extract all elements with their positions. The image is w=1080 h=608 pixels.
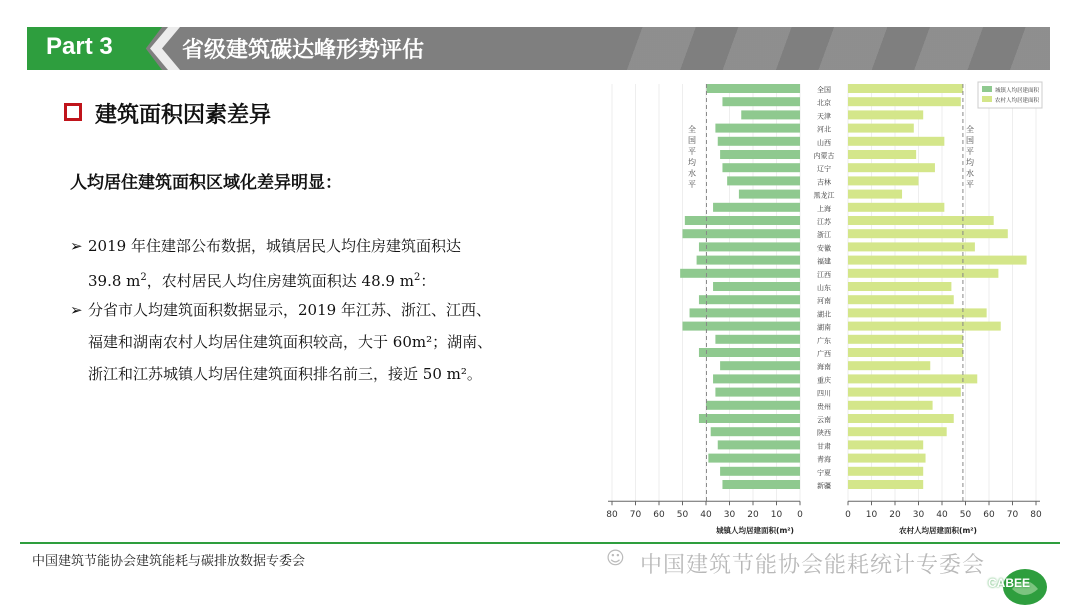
category-label: 广东 [817, 336, 831, 345]
category-label: 四川 [817, 389, 831, 398]
footer-org: 中国建筑节能协会建筑能耗与碳排放数据专委会 [32, 554, 306, 569]
tick-label-left: 0 [797, 510, 803, 521]
category-label: 吉林 [817, 178, 831, 187]
bar-urban [680, 269, 800, 278]
tick-label-right: 0 [845, 510, 851, 521]
bar-urban [715, 335, 800, 344]
bar-rural [848, 216, 994, 225]
category-label: 辽宁 [817, 165, 831, 174]
bar-rural [848, 150, 916, 159]
ref-label-urban: 国 [688, 136, 696, 145]
bar-urban [711, 427, 800, 436]
bar-rural [848, 322, 1001, 331]
bar-rural [848, 388, 961, 397]
tick-label-right: 50 [959, 510, 972, 521]
tick-label-left: 40 [700, 510, 712, 521]
bar-rural [848, 335, 963, 344]
category-label: 内蒙古 [813, 152, 835, 160]
butterfly-bar-chart [600, 80, 1050, 536]
category-label: 云南 [817, 416, 831, 424]
ref-label-rural: 平 [966, 147, 974, 156]
category-label: 湖南 [817, 323, 831, 332]
watermark-text: 中国建筑节能协会能耗统计专委会 [640, 553, 986, 578]
tick-label-left: 80 [606, 510, 618, 521]
category-label: 广西 [817, 350, 831, 358]
ref-label-rural: 均 [966, 158, 974, 167]
category-label: 江苏 [817, 218, 831, 226]
bar-rural [848, 176, 919, 185]
ref-label-urban: 全 [688, 125, 696, 134]
bullet-2 [70, 294, 492, 390]
category-label: 黑龙江 [813, 191, 835, 200]
bar-rural [848, 374, 977, 383]
bar-rural [848, 163, 935, 172]
bar-urban [722, 480, 800, 489]
bar-urban [718, 440, 800, 449]
category-label: 上海 [817, 204, 831, 213]
bar-urban [683, 322, 801, 331]
bar-rural [848, 137, 944, 146]
tick-label-right: 60 [983, 510, 995, 521]
bar-urban [741, 110, 800, 119]
section-title: 建筑面积因素差异 [95, 102, 272, 128]
bullet-2-line-1: 分省市人均建筑面积数据显示，2019 年江苏、浙江、江西、 [88, 301, 491, 319]
ref-label-rural: 水 [966, 169, 974, 178]
bar-rural [848, 295, 954, 304]
bullet-1 [70, 230, 461, 297]
bar-rural [848, 229, 1008, 238]
ref-label-rural: 国 [966, 136, 974, 145]
category-label: 全国 [817, 86, 831, 94]
bar-rural [848, 414, 954, 423]
wechat-icon: ☺ [606, 548, 625, 569]
bar-rural [848, 454, 926, 463]
category-label: 重庆 [817, 376, 831, 385]
category-label: 山西 [817, 138, 831, 147]
category-label: 海南 [817, 363, 831, 372]
bar-urban [713, 203, 800, 212]
bullet-1-colon: ： [420, 272, 436, 290]
bar-rural [848, 242, 975, 251]
category-label: 宁夏 [817, 468, 831, 477]
bar-rural [848, 480, 923, 489]
logo-text: CABEE [988, 576, 1031, 590]
banner-decoration [600, 27, 1050, 70]
tick-label-left: 70 [629, 510, 642, 521]
bar-rural [848, 256, 1027, 265]
category-label: 甘肃 [817, 442, 831, 451]
bar-urban [706, 401, 800, 410]
bar-urban [683, 229, 801, 238]
legend-label: 城镇人均居建面积 [995, 88, 1040, 94]
bar-urban [715, 124, 800, 133]
footer-divider [20, 542, 1060, 544]
bar-urban [720, 361, 800, 370]
bar-rural [848, 110, 923, 119]
category-label: 贵州 [817, 402, 831, 411]
bar-rural [848, 97, 961, 106]
tick-label-left: 30 [723, 510, 736, 521]
category-label: 河北 [817, 125, 831, 134]
bar-urban [699, 348, 800, 357]
legend-box [978, 82, 1042, 108]
tick-label-right: 30 [912, 510, 925, 521]
legend-label: 农村人均居建面积 [995, 98, 1040, 104]
bar-urban [720, 467, 800, 476]
ref-label-urban: 平 [688, 147, 696, 156]
part-label: Part 3 [46, 33, 113, 60]
bar-rural [848, 440, 923, 449]
bar-rural [848, 190, 902, 199]
bar-urban [718, 137, 800, 146]
ref-label-urban: 水 [688, 169, 696, 178]
bar-urban [739, 190, 800, 199]
bar-urban [713, 374, 800, 383]
square-bullet-icon [64, 103, 82, 121]
bar-urban [699, 242, 800, 251]
category-label: 河南 [817, 297, 831, 306]
category-label: 青海 [817, 455, 831, 464]
bar-urban [708, 454, 800, 463]
ref-label-rural: 平 [966, 180, 974, 189]
tick-label-left: 50 [676, 510, 689, 521]
category-label: 安徽 [817, 244, 831, 253]
tick-label-right: 40 [936, 510, 948, 521]
bar-urban [685, 216, 800, 225]
bar-urban [713, 282, 800, 291]
tick-label-left: 60 [653, 510, 665, 521]
bar-rural [848, 308, 987, 317]
category-label: 湖北 [817, 310, 831, 319]
bullet-2-line-2: 福建和湖南农村人均居住建筑面积较高，大于 60m²；湖南、 [88, 333, 493, 351]
superscript: 2 [413, 272, 421, 283]
bullet-1-line-2: ，农村居民人均住房建筑面积达 48.9 m [146, 272, 414, 290]
bar-urban [715, 388, 800, 397]
bar-rural [848, 401, 933, 410]
tick-label-right: 20 [889, 510, 901, 521]
category-label: 浙江 [817, 231, 831, 240]
bar-urban [722, 163, 800, 172]
category-label: 北京 [817, 99, 831, 108]
tick-label-right: 80 [1030, 510, 1042, 521]
bar-urban [699, 295, 800, 304]
tick-label-left: 20 [747, 510, 759, 521]
tick-label-right: 10 [865, 510, 878, 521]
bar-urban [697, 256, 800, 265]
ref-label-urban: 均 [688, 158, 696, 167]
bar-urban [699, 414, 800, 423]
ref-label-rural: 全 [966, 125, 974, 134]
bar-rural [848, 467, 923, 476]
bar-rural [848, 427, 947, 436]
bar-rural [848, 348, 963, 357]
bullet-2-line-3: 浙江和江苏城镇人均居住建筑面积排名前三，接近 50 m²。 [88, 365, 482, 383]
x-axis-label-right: 农村人均居建面积(m²) [899, 526, 977, 536]
category-label: 江西 [817, 270, 831, 279]
category-label: 山东 [817, 284, 831, 292]
subheading: 人均居住建筑面积区域化差异明显： [70, 173, 342, 193]
legend-swatch [982, 96, 992, 102]
category-label: 新疆 [817, 482, 831, 490]
superscript: 2 [140, 272, 147, 283]
bar-urban [706, 84, 800, 93]
arrow-bullet-icon: ➢ [70, 301, 83, 319]
x-axis-label-left: 城镇人均居建面积(m²) [716, 526, 794, 536]
legend-swatch [982, 86, 992, 92]
category-label: 天津 [817, 112, 831, 121]
category-label: 陕西 [817, 429, 831, 438]
bar-rural [848, 282, 951, 291]
bar-urban [727, 176, 800, 185]
tick-label-left: 10 [770, 510, 783, 521]
tick-label-right: 70 [1006, 510, 1019, 521]
bar-rural [848, 203, 944, 212]
bullet-1-line-1: 2019 年住建部公布数据，城镇居民人均住房建筑面积达 [88, 237, 461, 255]
bullet-1-value-urban: 39.8 m [88, 272, 141, 290]
ref-label-urban: 平 [688, 180, 696, 189]
arrow-bullet-icon: ➢ [70, 237, 83, 255]
bar-urban [720, 150, 800, 159]
slide-title: 省级建筑碳达峰形势评估 [182, 38, 425, 63]
bar-rural [848, 124, 914, 133]
category-label: 福建 [817, 257, 831, 266]
bar-rural [848, 84, 963, 93]
bar-rural [848, 361, 930, 370]
bar-rural [848, 269, 998, 278]
bar-urban [722, 97, 800, 106]
